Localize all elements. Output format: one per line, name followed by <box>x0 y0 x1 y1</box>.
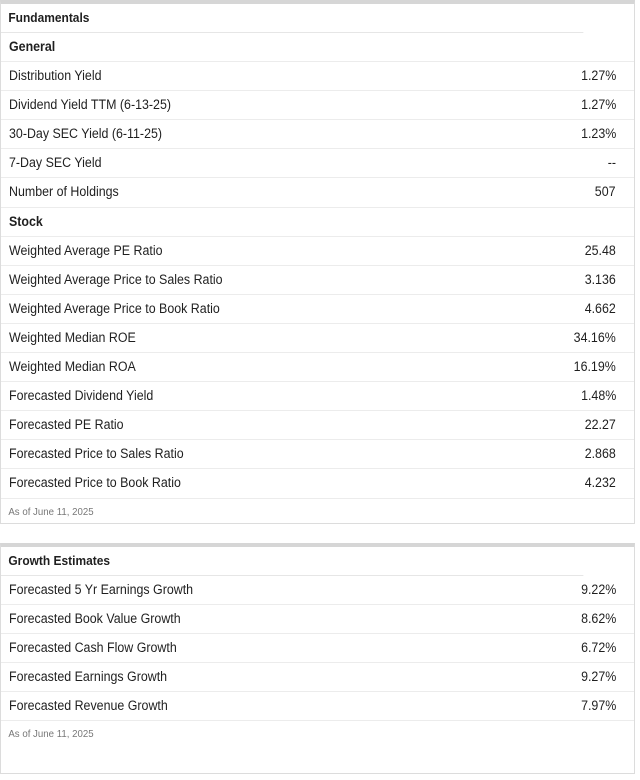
row-label: 7-Day SEC Yield <box>9 155 102 171</box>
table-row <box>1 178 634 207</box>
row-value: 1.27% <box>580 68 616 84</box>
table-row <box>1 91 634 120</box>
table-row <box>1 576 634 605</box>
row-value: 4.662 <box>584 300 616 316</box>
table-row <box>1 62 634 91</box>
table-row <box>1 469 634 498</box>
table-row <box>1 382 634 411</box>
row-value: 25.48 <box>584 242 616 258</box>
table-row <box>1 324 634 353</box>
row-label: Forecasted Price to Book Ratio <box>9 475 181 491</box>
table-row <box>1 692 634 721</box>
row-label: Forecasted 5 Yr Earnings Growth <box>9 582 194 597</box>
row-label: Weighted Average Price to Book Ratio <box>9 300 220 316</box>
row-label: Number of Holdings <box>9 184 119 200</box>
table-row <box>1 266 634 295</box>
row-value: 22.27 <box>584 417 616 433</box>
row-value: 7.97% <box>580 698 616 714</box>
table-row <box>1 295 634 324</box>
row-value: 4.232 <box>584 475 616 491</box>
as-of-date: As of June 11, 2025 <box>8 728 94 741</box>
row-value: 1.27% <box>580 97 616 113</box>
section-label: General <box>9 39 56 54</box>
row-value: 6.72% <box>580 640 616 656</box>
row-label: Dividend Yield TTM (6-13-25) <box>9 97 171 113</box>
row-value: -- <box>607 155 616 171</box>
table-row <box>1 605 634 634</box>
section-heading-general <box>1 33 634 62</box>
row-value: 9.27% <box>580 669 616 685</box>
row-value: 1.23% <box>580 126 616 142</box>
row-value: 3.136 <box>584 271 616 287</box>
fundamentals-title: Fundamentals <box>1 4 583 33</box>
row-value: 1.48% <box>580 388 616 404</box>
row-label: Forecasted PE Ratio <box>9 417 124 433</box>
table-row <box>1 440 634 469</box>
row-label: Forecasted Price to Sales Ratio <box>9 446 184 462</box>
growth-estimates-panel <box>0 543 635 774</box>
as-of-date: As of June 11, 2025 <box>8 505 94 518</box>
table-row <box>1 120 634 149</box>
row-label: Forecasted Earnings Growth <box>9 669 168 685</box>
row-value: 34.16% <box>573 329 616 345</box>
row-value: 8.62% <box>580 611 616 627</box>
row-label: Weighted Median ROA <box>9 359 136 375</box>
row-label: Forecasted Dividend Yield <box>9 388 154 404</box>
row-label: Weighted Average Price to Sales Ratio <box>9 271 223 287</box>
row-label: Forecasted Revenue Growth <box>9 698 168 714</box>
row-label: Forecasted Book Value Growth <box>9 611 181 627</box>
row-value: 16.19% <box>573 359 616 375</box>
section-heading-stock <box>1 208 634 237</box>
table-row <box>1 663 634 692</box>
row-label: Weighted Average PE Ratio <box>9 242 163 258</box>
row-label: Forecasted Cash Flow Growth <box>9 640 177 656</box>
row-label: Weighted Median ROE <box>9 329 136 345</box>
growth-estimates-title: Growth Estimates <box>1 547 583 576</box>
row-value: 9.22% <box>580 582 616 597</box>
row-value: 507 <box>595 184 616 200</box>
row-label: 30-Day SEC Yield (6-11-25) <box>9 126 163 142</box>
table-row <box>1 237 634 266</box>
table-row <box>1 634 634 663</box>
row-value: 2.868 <box>584 446 616 462</box>
table-row <box>1 353 634 382</box>
table-row <box>1 411 634 440</box>
table-row <box>1 149 634 178</box>
section-label: Stock <box>9 213 43 229</box>
row-label: Distribution Yield <box>9 68 102 84</box>
